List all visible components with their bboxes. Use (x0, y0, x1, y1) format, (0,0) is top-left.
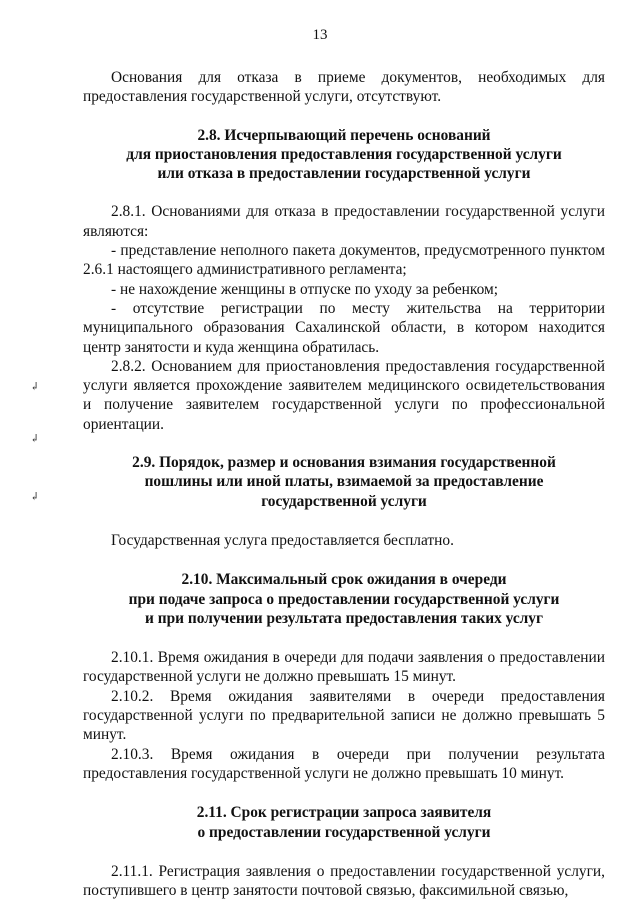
section-heading: пошлины или иной платы, взимаемой за предоставление (144, 473, 544, 491)
paragraph: 2.11.1. Регистрация заявления о предоставлении государственной услуги, поступившего в центр занятости почтовой связью, факсимильной связью, (83, 862, 605, 900)
scan-mark: ↲ (30, 433, 40, 445)
section-heading: 2.10. Максимальный срок ожидания в очереди (181, 571, 507, 589)
list-item: - отсутствие регистрации по месту жительства на территории муниципального образования Сахалинской области, в котором находится центр занятости и куда женщина обратилась. (83, 299, 605, 356)
section-heading: или отказа в предоставлении государственной услуги (157, 165, 531, 183)
scan-mark: ↲ (30, 381, 40, 393)
paragraph: Основания для отказа в приеме документов, необходимых для предоставления государственной услуги, отсутствуют. (83, 69, 605, 106)
section-heading: 2.11. Срок регистрации запроса заявителя (196, 804, 492, 822)
list-item: - не нахождение женщины в отпуске по уходу за ребенком; (111, 280, 499, 298)
document-body (83, 68, 605, 900)
section-heading: 2.8. Исчерпывающий перечень оснований (197, 126, 491, 144)
page-number: 13 (312, 27, 328, 43)
paragraph: 2.8.2. Основанием для приостановления предоставления государственной услуги является прохождение заявителем медицинского освидетельствования и получение заявителем государственной услуги по профессиональной ориентации. (83, 357, 605, 433)
section-heading: для приостановления предоставления государственной услуги (126, 145, 562, 163)
paragraph: 2.10.1. Время ожидания в очереди для подачи заявления о предоставлении государственной услуги не должно превышать 15 минут. (83, 649, 605, 686)
paragraph: 2.10.3. Время ожидания в очереди при получении результата предоставления государственной услуги не должно превышать 10 минут. (83, 745, 605, 782)
list-item: - представление неполного пакета документов, предусмотренного пунктом 2.6.1 настоящего административного регламента; (83, 242, 605, 279)
section-heading: о предоставлении государственной услуги (197, 823, 491, 841)
paragraph: 2.10.2. Время ожидания заявителями в очереди предоставления государственной услуги по предварительной записи не должно превышать 5 минут. (83, 687, 605, 744)
section-heading: при подаче запроса о предоставлении государственной услуги (128, 590, 560, 608)
paragraph: Государственная услуга предоставляется бесплатно. (111, 531, 454, 549)
paragraph: 2.8.1. Основаниями для отказа в предоставлении государственной услуги являются: (83, 203, 605, 240)
section-heading: 2.9. Порядок, размер и основания взимания государственной (132, 454, 556, 472)
scan-mark: ↲ (30, 491, 40, 503)
section-heading: государственной услуги (261, 492, 427, 510)
section-heading: и при получении результата предоставления таких услуг (145, 609, 543, 627)
